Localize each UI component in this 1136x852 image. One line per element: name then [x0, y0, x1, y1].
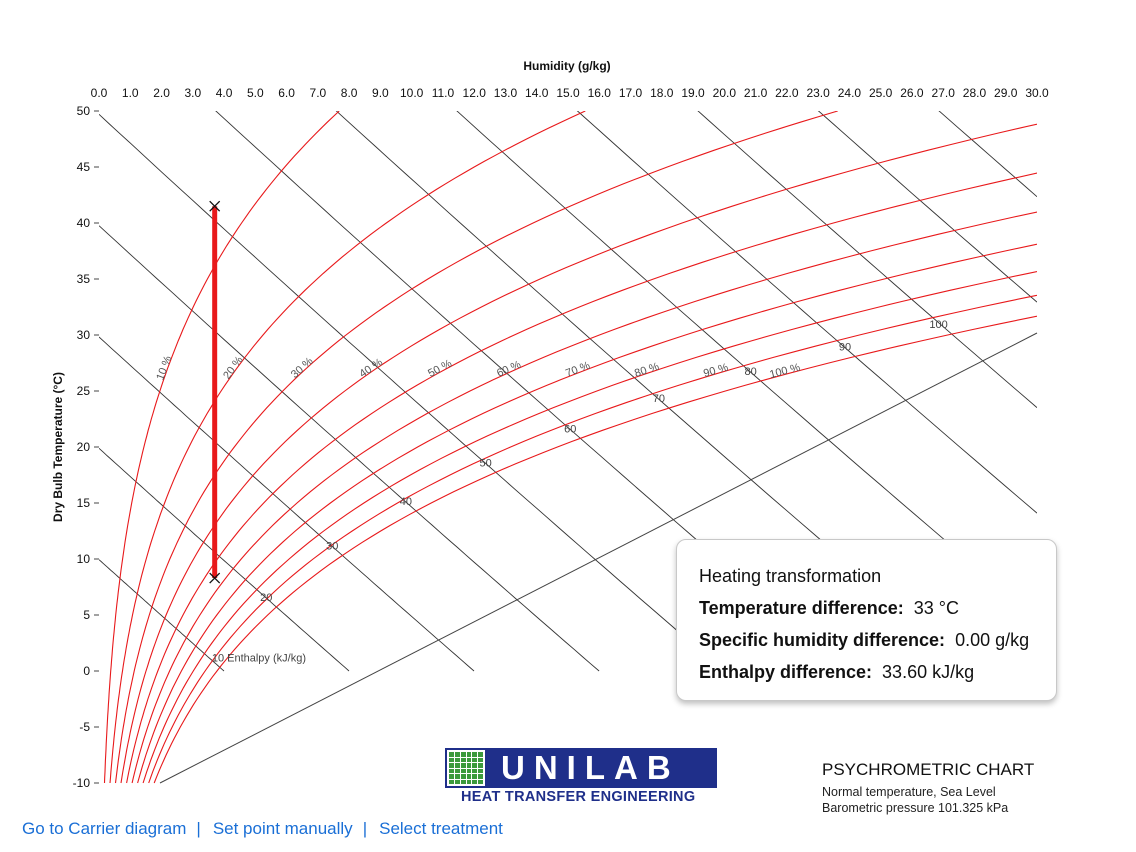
humidity-difference-label: Specific humidity difference:	[699, 630, 946, 650]
temperature-difference-value: 33 °C	[913, 598, 959, 618]
info-title: Heating transformation	[699, 566, 882, 586]
relative-humidity-label: 20 %	[221, 354, 246, 382]
relative-humidity-curve	[105, 111, 340, 783]
x-tick-label: 30.0	[1025, 86, 1049, 100]
x-tick-label: 17.0	[618, 86, 643, 100]
enthalpy-label: 30	[326, 540, 339, 553]
x-tick-label: 23.0	[806, 86, 830, 100]
set-point-manually-link[interactable]: Set point manually	[212, 819, 353, 838]
x-tick-label: 13.0	[493, 86, 518, 100]
x-tick-label: 29.0	[994, 86, 1018, 100]
relative-humidity-label: 100 %	[768, 361, 802, 382]
temperature-difference-label: Temperature difference:	[699, 598, 904, 618]
enthalpy-difference-value: 33.60 kJ/kg	[882, 662, 975, 682]
x-tick-label: 21.0	[743, 86, 768, 100]
logo-banner	[445, 748, 717, 788]
logo-brand-text: UNILAB	[501, 749, 680, 786]
x-tick-label: 7.0	[309, 86, 327, 100]
relative-humidity-label: 80 %	[633, 360, 661, 380]
enthalpy-label: 70	[652, 393, 665, 406]
x-tick-label: 5.0	[246, 86, 264, 100]
x-tick-label: 1.0	[121, 86, 139, 100]
humidity-difference-value: 0.00 g/kg	[955, 630, 1030, 650]
enthalpy-line	[99, 0, 1037, 513]
y-tick-label: -5	[79, 720, 90, 734]
y-tick-label: 40	[76, 216, 90, 230]
relative-humidity-label: 10 %	[154, 354, 175, 382]
x-tick-label: 26.0	[900, 86, 924, 100]
chart-subtitle-pressure: Barometric pressure 101.325 kPa	[822, 801, 1009, 815]
x-tick-label: 15.0	[556, 86, 580, 100]
x-tick-label: 20.0	[712, 86, 737, 100]
relative-humidity-curve	[110, 111, 585, 783]
x-tick-label: 22.0	[775, 86, 799, 100]
relative-humidity-curve	[143, 268, 1055, 783]
enthalpy-difference-row	[699, 656, 1056, 688]
y-tick-label: 30	[76, 328, 90, 342]
x-tick-label: 9.0	[372, 86, 389, 100]
relative-humidity-label: 30 %	[288, 355, 316, 381]
temperature-difference-row	[699, 592, 1056, 624]
y-tick-label: 20	[76, 440, 90, 454]
enthalpy-line	[99, 0, 1037, 302]
x-tick-label: 4.0	[215, 86, 233, 100]
x-tick-label: 16.0	[587, 86, 611, 100]
x-tick-label: 12.0	[462, 86, 486, 100]
transformation-info-panel	[676, 539, 1057, 701]
y-tick-label: 50	[76, 104, 90, 118]
x-tick-label: 6.0	[278, 86, 295, 100]
select-treatment-link[interactable]: Select treatment	[379, 819, 503, 838]
x-axis-title: Humidity (g/kg)	[523, 59, 611, 73]
relative-humidity-label: 70 %	[564, 359, 592, 380]
logo-tagline: HEAT TRANSFER ENGINEERING	[461, 789, 696, 805]
chart-subtitle-conditions: Normal temperature, Sea Level	[822, 785, 996, 799]
y-axis-title: Dry Bulb Temperature (°C)	[51, 372, 65, 522]
enthalpy-line	[99, 0, 1037, 91]
x-tick-label: 14.0	[525, 86, 549, 100]
enthalpy-label: 50	[479, 457, 492, 470]
x-tick-label: 18.0	[650, 86, 674, 100]
x-tick-label: 10.0	[399, 86, 424, 100]
x-tick-label: 3.0	[184, 86, 202, 100]
x-tick-label: 28.0	[962, 86, 987, 100]
x-tick-label: 2.0	[153, 86, 170, 100]
relative-humidity-label: 60 %	[495, 358, 523, 380]
enthalpy-line	[99, 226, 599, 671]
y-tick-label: 15	[76, 496, 90, 510]
enthalpy-label: 40	[399, 496, 413, 509]
x-tick-label: 11.0	[431, 86, 455, 100]
unilab-logo	[445, 748, 717, 808]
enthalpy-label: 10 Enthalpy (kJ/kg)	[211, 652, 306, 665]
logo-grid-icon	[447, 750, 485, 786]
bottom-links	[22, 819, 503, 839]
enthalpy-label: 20	[260, 591, 273, 604]
x-tick-label: 25.0	[868, 86, 893, 100]
y-tick-label: 25	[76, 384, 90, 398]
enthalpy-difference-label: Enthalpy difference:	[699, 662, 873, 682]
carrier-diagram-link[interactable]: Go to Carrier diagram	[22, 819, 187, 838]
link-separator: |	[196, 819, 201, 838]
link-separator: |	[362, 819, 368, 838]
x-tick-label: 24.0	[837, 86, 862, 100]
y-tick-label: 45	[76, 160, 90, 174]
x-tick-label: 8.0	[340, 86, 358, 100]
relative-humidity-label: 50 %	[426, 357, 454, 380]
enthalpy-label: 60	[564, 423, 577, 436]
y-tick-label: 10	[76, 552, 90, 566]
chart-title: PSYCHROMETRIC CHART	[822, 760, 1035, 779]
x-tick-label: 0.0	[90, 86, 108, 100]
enthalpy-label: 80	[744, 365, 757, 378]
y-tick-label: -10	[72, 776, 90, 790]
x-tick-label: 19.0	[681, 86, 705, 100]
enthalpy-label: 100	[929, 319, 948, 332]
y-tick-label: 5	[83, 608, 90, 622]
enthalpy-line	[99, 114, 724, 671]
relative-humidity-label: 90 %	[702, 361, 730, 381]
humidity-difference-row	[699, 624, 1056, 656]
y-tick-label: 35	[76, 272, 90, 286]
enthalpy-label: 90	[838, 341, 852, 354]
y-tick-label: 0	[83, 664, 90, 678]
relative-humidity-label: 40 %	[357, 356, 385, 381]
x-tick-label: 27.0	[931, 86, 955, 100]
relative-humidity-curve	[149, 290, 1063, 783]
